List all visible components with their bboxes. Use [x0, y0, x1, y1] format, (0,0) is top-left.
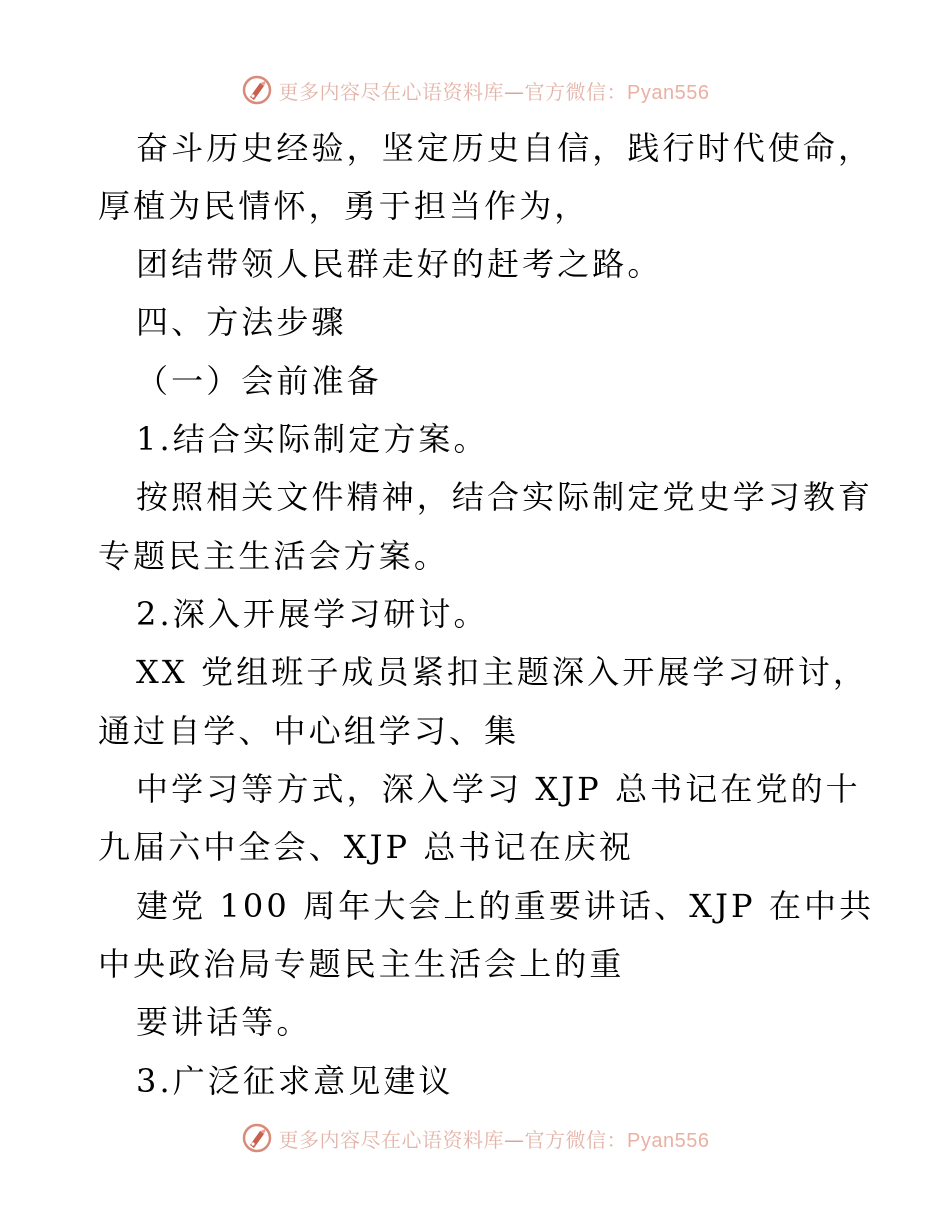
paragraph-line: XX 党组班子成员紧扣主题深入开展学习研讨， — [136, 653, 868, 691]
paragraph-line: 奋斗历史经验，坚定历史自信，践行时代使命， — [136, 129, 874, 167]
paragraph-line: 要讲话等。 — [136, 1003, 312, 1041]
banner-wechat-id: Pyan556 — [627, 81, 710, 104]
banner-wechat-id: Pyan556 — [627, 1129, 710, 1152]
paragraph-line: 中学习等方式，深入学习 XJP 总书记在党的十 — [136, 770, 861, 808]
banner-separator: — — [504, 1127, 525, 1152]
paragraph-line: 专题民主生活会方案。 — [98, 537, 450, 575]
fountain-pen-circle-icon — [241, 74, 273, 106]
paragraph-line: 通过自学、中心组学习、集 — [98, 712, 520, 750]
banner-main-text: 更多内容尽在心语资料库 — [278, 1127, 505, 1152]
footer-watermark-banner — [0, 1118, 950, 1158]
paragraph-line: 按照相关文件精神，结合实际制定党史学习教育 — [136, 478, 874, 516]
item-heading: 2.深入开展学习研讨。 — [136, 595, 489, 633]
item-heading: 3.广泛征求意见建议 — [136, 1062, 454, 1100]
banner-separator: — — [504, 79, 525, 104]
fountain-pen-circle-icon — [241, 1122, 273, 1154]
paragraph-line: 厚植为民情怀，勇于担当作为， — [98, 187, 590, 225]
paragraph-line: 团结带领人民群走好的赶考之路。 — [136, 245, 663, 283]
paragraph-line: 中央政治局专题民主生活会上的重 — [98, 945, 625, 983]
header-watermark-banner — [0, 70, 950, 110]
banner-sub-text: 官方微信： — [524, 79, 628, 104]
item-heading: 1.结合实际制定方案。 — [136, 420, 489, 458]
banner-main-text: 更多内容尽在心语资料库 — [278, 79, 505, 104]
subsection-heading: （一）会前准备 — [136, 362, 382, 400]
section-heading: 四、方法步骤 — [136, 303, 347, 341]
paragraph-line: 九届六中全会、XJP 总书记在庆祝 — [98, 828, 635, 866]
paragraph-line: 建党 100 周年大会上的重要讲话、XJP 在中共 — [136, 887, 875, 925]
banner-sub-text: 官方微信： — [524, 1127, 628, 1152]
